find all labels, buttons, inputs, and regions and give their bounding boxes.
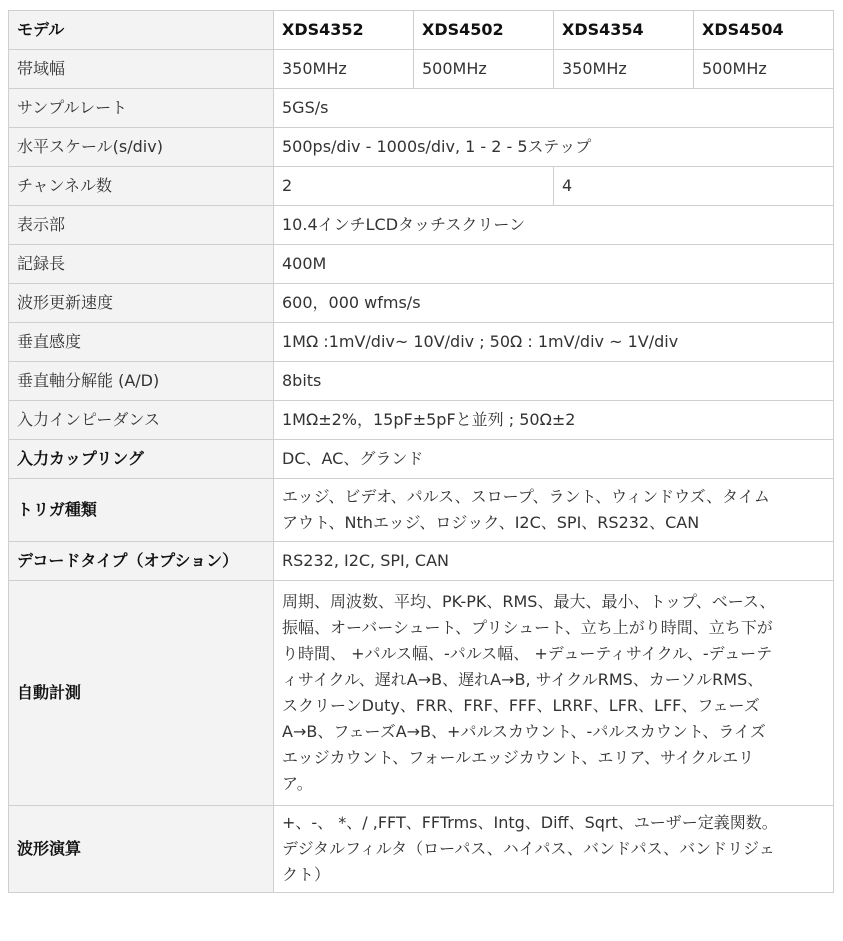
bandwidth-value: 500MHz bbox=[694, 50, 834, 89]
table-row-trigger-types bbox=[9, 479, 834, 542]
text-line: A→B、フェーズA→B、+パルスカウント、-パルスカウント、ライズ bbox=[282, 722, 766, 741]
text-line: クト） bbox=[282, 865, 331, 884]
table-row-bandwidth bbox=[9, 50, 834, 89]
model-xds4502: XDS4502 bbox=[414, 11, 554, 50]
bandwidth-value: 500MHz bbox=[414, 50, 554, 89]
input-coupling-value: DC、AC、グランド bbox=[274, 440, 834, 479]
horizontal-scale-value: 500ps/div - 1000s/div, 1 - 2 - 5ステップ bbox=[274, 128, 834, 167]
table-row-vertical-sensitivity bbox=[9, 323, 834, 362]
row-label: 表示部 bbox=[9, 206, 274, 245]
row-label: 垂直感度 bbox=[9, 323, 274, 362]
bandwidth-value: 350MHz bbox=[274, 50, 414, 89]
table-row-auto-measure bbox=[9, 581, 834, 806]
channels-value: 4 bbox=[554, 167, 834, 206]
model-xds4354: XDS4354 bbox=[554, 11, 694, 50]
table-row-vertical-resolution bbox=[9, 362, 834, 401]
spec-table bbox=[8, 10, 834, 893]
text-line: り時間、 +パルス幅、-パルス幅、 +デューティサイクル、-デューテ bbox=[282, 644, 773, 663]
table-row-decode-types bbox=[9, 542, 834, 581]
display-value: 10.4インチLCDタッチスクリーン bbox=[274, 206, 834, 245]
record-length-value: 400M bbox=[274, 245, 834, 284]
row-label: 自動計測 bbox=[9, 581, 274, 806]
auto-measure-value bbox=[274, 581, 834, 806]
row-label: 入力カップリング bbox=[9, 440, 274, 479]
waveform-math-value bbox=[274, 806, 834, 893]
text-line: デジタルフィルタ（ローパス、ハイパス、バンドパス、バンドリジェ bbox=[282, 839, 775, 858]
waveform-rate-value: 600，000 wfms/s bbox=[274, 284, 834, 323]
model-xds4352: XDS4352 bbox=[274, 11, 414, 50]
row-label: 波形演算 bbox=[9, 806, 274, 893]
table-row-input-coupling bbox=[9, 440, 834, 479]
model-xds4504: XDS4504 bbox=[694, 11, 834, 50]
sample-rate-value: 5GS/s bbox=[274, 89, 834, 128]
row-label: 波形更新速度 bbox=[9, 284, 274, 323]
header-model-label: モデル bbox=[9, 11, 274, 50]
text-line: 周期、周波数、平均、PK-PK、RMS、最大、最小、トップ、ベース、 bbox=[282, 592, 776, 611]
row-label: トリガ種類 bbox=[9, 479, 274, 542]
row-label: デコードタイプ（オプション） bbox=[9, 542, 274, 581]
decode-types-value: RS232, I2C, SPI, CAN bbox=[274, 542, 834, 581]
text-line: エッジ、ビデオ、パルス、スロープ、ラント、ウィンドウズ、タイム bbox=[282, 487, 770, 506]
table-row-sample-rate bbox=[9, 89, 834, 128]
table-row-waveform-math bbox=[9, 806, 834, 893]
bandwidth-value: 350MHz bbox=[554, 50, 694, 89]
table-row-display bbox=[9, 206, 834, 245]
row-label: 帯域幅 bbox=[9, 50, 274, 89]
text-line: ア。 bbox=[282, 774, 313, 793]
row-label: サンプルレート bbox=[9, 89, 274, 128]
table-row-waveform-rate bbox=[9, 284, 834, 323]
table-row-input-impedance bbox=[9, 401, 834, 440]
input-impedance-value: 1MΩ±2%，15pF±5pFと並列 ; 50Ω±2 bbox=[274, 401, 834, 440]
vertical-resolution-value: 8bits bbox=[274, 362, 834, 401]
row-label: 記録長 bbox=[9, 245, 274, 284]
table-row-record-length bbox=[9, 245, 834, 284]
channels-value: 2 bbox=[274, 167, 554, 206]
table-row-header bbox=[9, 11, 834, 50]
table-row-channels bbox=[9, 167, 834, 206]
table-row-horizontal-scale bbox=[9, 128, 834, 167]
row-label: 入力インピーダンス bbox=[9, 401, 274, 440]
row-label: チャンネル数 bbox=[9, 167, 274, 206]
row-label: 垂直軸分解能 (A/D) bbox=[9, 362, 274, 401]
text-line: +、-、 *、/ ,FFT、FFTrms、Intg、Diff、Sqrt、ユーザー定義関数。 bbox=[282, 813, 778, 832]
text-line: エッジカウント、フォールエッジカウント、エリア、サイクルエリ bbox=[282, 748, 755, 767]
text-line: ィサイクル、遅れA→B、遅れA→B, サイクルRMS、カーソルRMS、 bbox=[282, 670, 764, 689]
text-line: スクリーンDuty、FRR、FRF、FFF、LRRF、LFR、LFF、フェーズ bbox=[282, 696, 760, 715]
row-label: 水平スケール(s/div) bbox=[9, 128, 274, 167]
trigger-types-value bbox=[274, 479, 834, 542]
text-line: アウト、Nthエッジ、ロジック、I2C、SPI、RS232、CAN bbox=[282, 513, 700, 532]
vertical-sensitivity-value: 1MΩ :1mV/div~ 10V/div ; 50Ω : 1mV/div ~ 1V/div bbox=[274, 323, 834, 362]
text-line: 振幅、オーバーシュート、プリシュート、立ち上がり時間、立ち下が bbox=[282, 618, 773, 637]
